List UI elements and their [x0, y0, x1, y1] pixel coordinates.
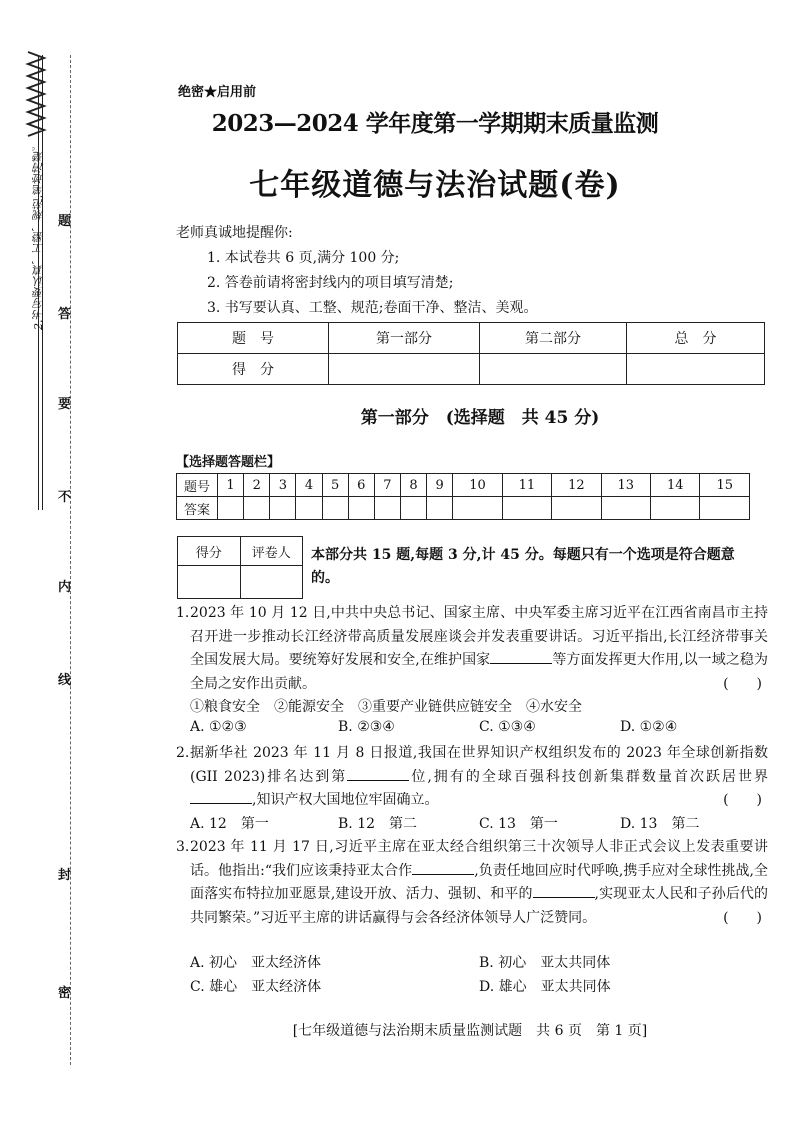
page-footer: [七年级道德与法治期末质量监测试题 共 6 页 第 1 页] [292, 1023, 648, 1039]
answer-cell[interactable] [552, 497, 601, 520]
exam-subtitle: 七年级道德与法治试题(卷) [249, 168, 621, 203]
answer-cell[interactable] [348, 497, 374, 520]
option-b[interactable]: B. 初心 亚太共同体 [479, 955, 611, 971]
question-number: 14 [651, 474, 700, 497]
answer-cell[interactable] [322, 497, 348, 520]
binding-char: 密 [58, 986, 72, 1001]
option-b[interactable]: B. ②③④ [338, 719, 395, 735]
answer-cell[interactable] [244, 497, 270, 520]
fill-blank[interactable] [412, 860, 474, 875]
question-text: 位,拥有的全球百强科技创新集群数量首次跃居世界 [409, 768, 769, 785]
answer-bar-label: 【选择题答题栏】 [176, 455, 281, 470]
answer-cell[interactable] [502, 497, 551, 520]
answer-table [176, 473, 750, 520]
fill-blank[interactable] [190, 789, 252, 804]
reminder-rule: 1. 本试卷共 6 页,满分 100 分; [207, 250, 400, 266]
grader-name-label: 评卷人 [240, 537, 303, 566]
question-text: ,负责任地回应时代呼唤,携手应对全球性挑战,全面落实布特拉加亚愿景,建设开放、活力、强韧、和平的 [190, 862, 768, 902]
question-number-label: 1. [176, 605, 190, 621]
question-text: 2023 年 11 月 17 日,习近平主席在亚太经合组织第三十次领导人非正式会议上发表重要讲话。他指出:“我们应该秉持亚太合作 [190, 839, 768, 879]
binding-char: 内 [58, 580, 72, 595]
answer-cell[interactable] [427, 497, 453, 520]
score-table-header: 题 号 [178, 323, 329, 354]
question-number: 5 [322, 474, 348, 497]
answer-cell[interactable] [651, 497, 700, 520]
question-number: 2 [244, 474, 270, 497]
fill-blank[interactable] [347, 766, 409, 781]
seal-dashed-line [70, 55, 71, 1065]
score-table-header: 第二部分 [480, 323, 627, 354]
answer-cell[interactable] [218, 497, 244, 520]
question-number: 7 [374, 474, 400, 497]
part1-instructions: 本部分共 15 题,每题 3 分,计 45 分。每题只有一个选项是符合题意的。 [311, 547, 735, 586]
reminder-heading: 老师真诚地提醒你: [176, 225, 293, 241]
answer-paren: ( ) [723, 675, 762, 692]
option-a[interactable]: A. 初心 亚太经济体 [190, 955, 322, 971]
question-2 [176, 742, 768, 813]
answer-paren: ( ) [723, 792, 762, 808]
question-text: ,知识产权大国地位牢固确立。 [252, 792, 439, 808]
grader-score-cell[interactable] [178, 566, 241, 599]
answer-paren: ( ) [723, 909, 762, 926]
question-number: 4 [296, 474, 322, 497]
part1-title: 第一部分 (选择题 共 45 分) [360, 408, 600, 428]
option-c[interactable]: C. ①③④ [479, 719, 536, 735]
score-table-header: 总 分 [627, 323, 765, 354]
binding-char: 封 [58, 868, 72, 883]
question-number: 13 [601, 474, 650, 497]
confidential-mark: 绝密★启用前 [178, 85, 257, 100]
question-number: 12 [552, 474, 601, 497]
question-text: ,实现亚太人民和子孙后代的共同繁荣。”习近平主席的讲话赢得与会各经济体领导人广泛赞同。 [190, 886, 769, 926]
reminder-rule: 2. 答卷前请将密封线内的项目填写清楚; [207, 275, 454, 291]
question-number: 3 [270, 474, 296, 497]
binding-note: 2.书写要认真、工整、规范,笔迹清楚。 [32, 140, 45, 330]
option-d[interactable]: D. ①②④ [620, 719, 678, 735]
binding-char: 题 [58, 214, 72, 229]
option-a[interactable]: A. ①②③ [190, 719, 247, 735]
answer-table-num-label: 题号 [177, 474, 218, 497]
option-d[interactable]: D. 13 第二 [620, 816, 700, 832]
answer-cell[interactable] [400, 497, 426, 520]
exam-title: 2023—2024 学年度第一学期期末质量监测 [211, 110, 659, 137]
question-1 [176, 602, 768, 696]
option-d[interactable]: D. 雄心 亚太共同体 [479, 979, 611, 995]
fill-blank[interactable] [533, 883, 595, 898]
score-table-header: 第一部分 [329, 323, 480, 354]
answer-cell[interactable] [453, 497, 502, 520]
answer-cell[interactable] [601, 497, 650, 520]
answer-cell[interactable] [700, 497, 750, 520]
score-cell[interactable] [329, 354, 480, 385]
question-text: 据新华社 2023 年 11 月 8 日报道,我国在世界知识产权组织发布的 2023 年全球创新指数(GII 2023)排名达到第 [190, 745, 768, 785]
question-number: 1 [218, 474, 244, 497]
answer-cell[interactable] [270, 497, 296, 520]
answer-cell[interactable] [296, 497, 322, 520]
question-items: ①粮食安全 ②能源安全 ③重要产业链供应链安全 ④水安全 [190, 699, 582, 715]
grader-table [177, 536, 303, 599]
option-b[interactable]: B. 12 第二 [338, 816, 418, 832]
grader-score-label: 得分 [178, 537, 241, 566]
reminder-rule: 3. 书写要认真、工整、规范;卷面干净、整洁、美观。 [207, 300, 538, 316]
answer-table-answer-label: 答案 [177, 497, 218, 520]
score-table [177, 322, 765, 385]
question-number: 15 [700, 474, 750, 497]
question-text: 等方面发挥更大作用,以一域之稳为全局之安作出贡献。 [190, 652, 769, 692]
question-number: 11 [502, 474, 551, 497]
question-3 [176, 836, 768, 930]
option-a[interactable]: A. 12 第一 [190, 816, 269, 832]
answer-cell[interactable] [374, 497, 400, 520]
question-number: 9 [427, 474, 453, 497]
option-c[interactable]: C. 13 第一 [479, 816, 558, 832]
question-number: 6 [348, 474, 374, 497]
option-c[interactable]: C. 雄心 亚太经济体 [190, 979, 322, 995]
score-cell[interactable] [627, 354, 765, 385]
question-number: 8 [400, 474, 426, 497]
binding-char: 不 [58, 490, 72, 505]
question-number-label: 2. [176, 745, 190, 761]
binding-char: 答 [58, 307, 72, 322]
binding-char: 线 [58, 673, 72, 688]
question-text: 2023 年 10 月 12 日,中共中央总书记、国家主席、中央军委主席习近平在江西省南昌市主持召开进一步推动长江经济带高质量发展座谈会并发表重要讲话。习近平指出,长江经济带事关全国发展大局。要统筹好发展和安全,在维护国家 [190, 605, 768, 668]
grader-name-cell[interactable] [240, 566, 303, 599]
score-cell[interactable] [480, 354, 627, 385]
question-number-label: 3. [176, 839, 190, 855]
fill-blank[interactable] [490, 649, 552, 664]
binding-char: 要 [58, 397, 72, 412]
score-table-label: 得 分 [178, 354, 329, 385]
question-number: 10 [453, 474, 502, 497]
